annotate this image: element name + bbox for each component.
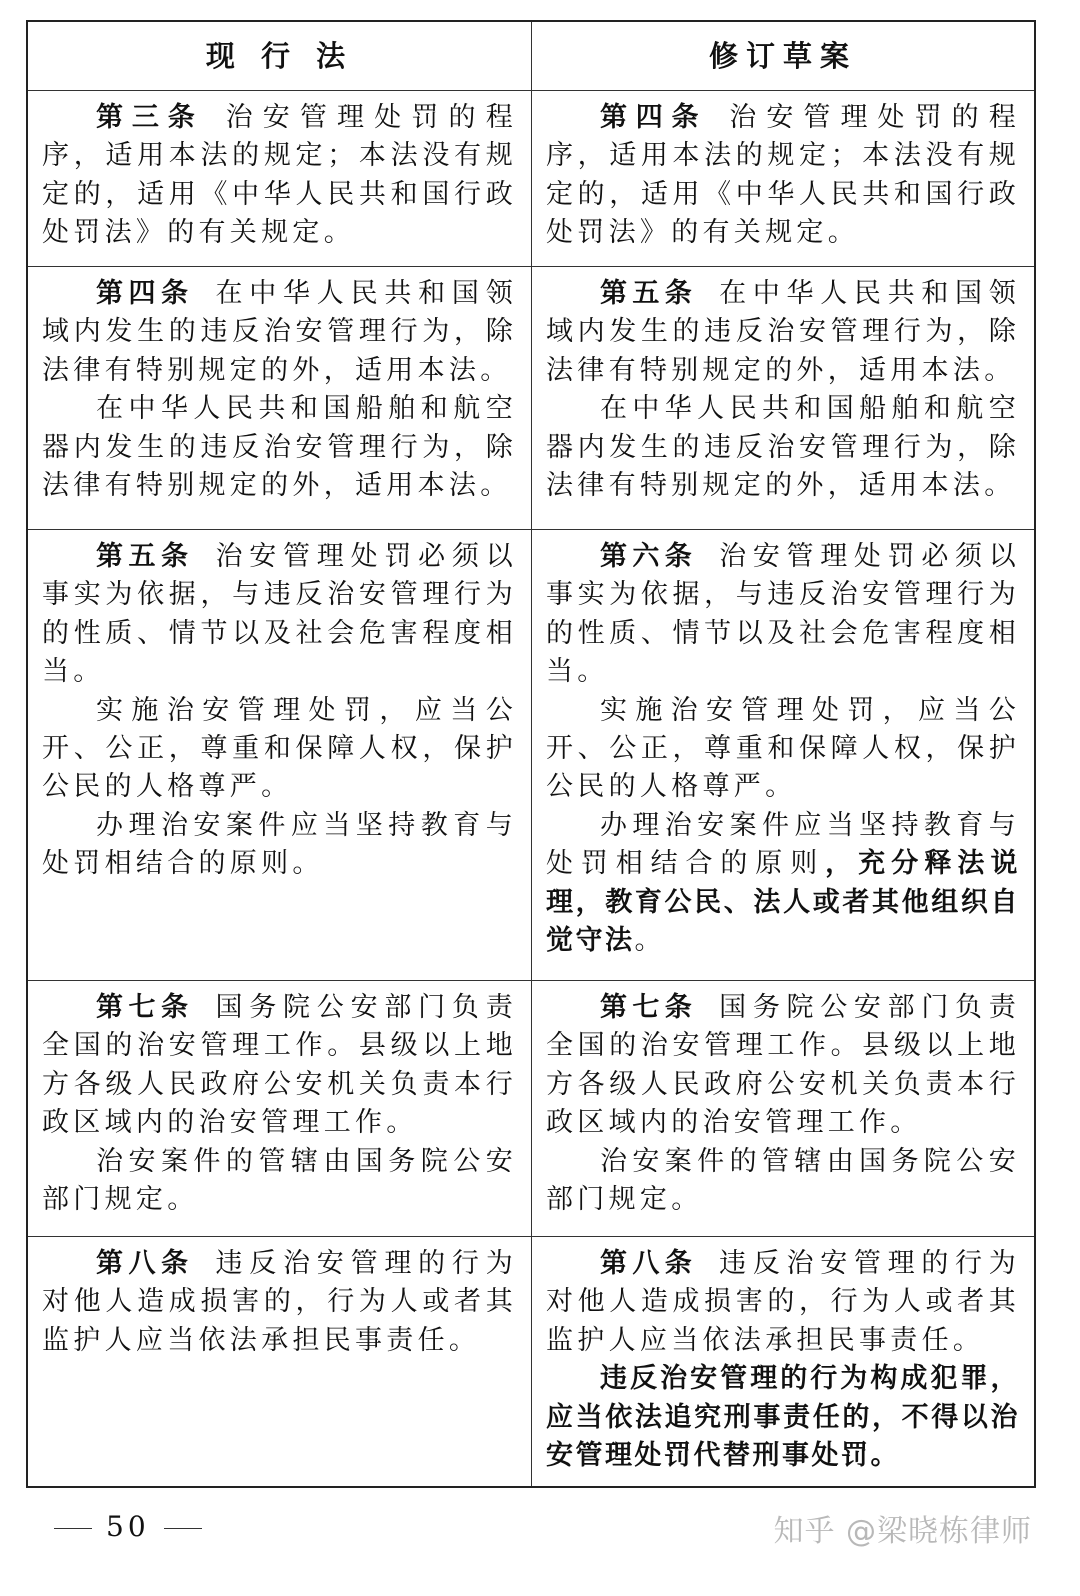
paragraph bbox=[546, 807, 1020, 961]
article-number: 第四条 bbox=[600, 102, 708, 133]
table-header bbox=[28, 22, 1034, 90]
article-text: 违反治安管理的行为对他人造成损害的，行为人或者其监护人应当依法承担民事责任。 bbox=[546, 1248, 1020, 1356]
table-row bbox=[28, 980, 1034, 1236]
page-number: 50 bbox=[106, 1510, 150, 1543]
article-text: 治安管理处罚必须以事实为依据，与违反治安管理行为的性质、情节以及社会危害程度相当。 bbox=[546, 541, 1020, 688]
current-law-cell bbox=[28, 1237, 531, 1486]
paragraph bbox=[546, 538, 1020, 692]
revised-draft-cell bbox=[531, 91, 1034, 266]
article-number: 第五条 bbox=[600, 278, 698, 309]
paragraph bbox=[42, 538, 517, 692]
header-revised-draft: 修订草案 bbox=[531, 22, 1034, 90]
table-row bbox=[28, 266, 1034, 529]
current-law-cell bbox=[28, 267, 531, 529]
footer-dash-right bbox=[164, 1528, 202, 1529]
article-text: 治安管理处罚必须以事实为依据，与违反治安管理行为的性质、情节以及社会危害程度相当。 bbox=[42, 541, 518, 688]
comparison-table bbox=[26, 20, 1036, 1488]
paragraph bbox=[42, 99, 517, 253]
article-number: 第八条 bbox=[96, 1248, 194, 1279]
article-text: 治安管理处罚的程序，适用本法的规定；本法没有规定的，适用《中华人民共和国行政处罚法》的有关规定。 bbox=[42, 102, 517, 249]
table-row bbox=[28, 529, 1034, 980]
article-text: 在中华人民共和国领域内发生的违反治安管理行为，除法律有特别规定的外，适用本法。 bbox=[546, 278, 1020, 386]
paragraph bbox=[546, 989, 1020, 1143]
footer-dash-left bbox=[54, 1528, 92, 1529]
article-text-end: 。 bbox=[634, 925, 666, 957]
paragraph: 在中华人民共和国船舶和航空器内发生的违反治安管理行为，除法律有特别规定的外，适用本法。 bbox=[42, 393, 517, 502]
paragraph: 办理治安案件应当坚持教育与处罚相结合的原则。 bbox=[42, 809, 517, 880]
paragraph: 治安案件的管辖由国务院公安部门规定。 bbox=[42, 1145, 517, 1216]
article-number: 第七条 bbox=[96, 992, 194, 1023]
revised-draft-cell bbox=[531, 1237, 1034, 1486]
revised-draft-cell bbox=[531, 981, 1034, 1236]
article-number: 第三条 bbox=[96, 102, 204, 133]
article-text: 违反治安管理的行为对他人造成损害的，行为人或者其监护人应当依法承担民事责任。 bbox=[42, 1248, 518, 1356]
article-text: 国务院公安部门负责全国的治安管理工作。县级以上地方各级人民政府公安机关负责本行政区域内的治安管理工作。 bbox=[546, 992, 1020, 1139]
current-law-cell bbox=[28, 91, 531, 266]
current-law-cell bbox=[28, 530, 531, 980]
article-number: 第五条 bbox=[96, 541, 194, 572]
added-text-bold: ，充分释法说理，教育公民、法人或者其他组织自觉守法 bbox=[546, 848, 1020, 957]
article-text: 国务院公安部门负责全国的治安管理工作。县级以上地方各级人民政府公安机关负责本行政区域内的治安管理工作。 bbox=[42, 992, 518, 1139]
revised-draft-cell bbox=[531, 530, 1034, 980]
table-row bbox=[28, 1236, 1034, 1486]
article-number: 第七条 bbox=[600, 992, 698, 1023]
table-row bbox=[28, 90, 1034, 266]
paragraph: 在中华人民共和国船舶和航空器内发生的违反治安管理行为，除法律有特别规定的外，适用本法。 bbox=[546, 393, 1020, 502]
paragraph bbox=[546, 99, 1020, 253]
article-number: 第八条 bbox=[600, 1248, 698, 1279]
revised-draft-cell bbox=[531, 267, 1034, 529]
article-text: 办理治安案件应当坚持教育与处罚相结合的原则 bbox=[546, 809, 1020, 880]
article-text: 治安管理处罚的程序，适用本法的规定；本法没有规定的，适用《中华人民共和国行政处罚法》的有关规定。 bbox=[546, 102, 1020, 249]
paragraph bbox=[42, 989, 517, 1143]
watermark: 知乎 @梁晓栋律师 bbox=[773, 1514, 1032, 1549]
paragraph: 实施治安管理处罚，应当公开、公正，尊重和保障人权，保护公民的人格尊严。 bbox=[42, 694, 517, 803]
paragraph: 治安案件的管辖由国务院公安部门规定。 bbox=[546, 1145, 1020, 1216]
paragraph bbox=[42, 275, 517, 390]
article-number: 第六条 bbox=[600, 541, 698, 572]
paragraph: 实施治安管理处罚，应当公开、公正，尊重和保障人权，保护公民的人格尊严。 bbox=[546, 694, 1020, 803]
page-number-footer bbox=[40, 1510, 216, 1543]
header-current-law: 现 行 法 bbox=[205, 39, 354, 73]
paragraph bbox=[546, 275, 1020, 390]
added-paragraph-bold: 违反治安管理的行为构成犯罪，应当依法追究刑事责任的，不得以治安管理处罚代替刑事处罚。 bbox=[546, 1363, 1020, 1472]
article-text: 在中华人民共和国领域内发生的违反治安管理行为，除法律有特别规定的外，适用本法。 bbox=[42, 278, 518, 386]
article-number: 第四条 bbox=[96, 278, 194, 309]
current-law-cell bbox=[28, 981, 531, 1236]
paragraph bbox=[42, 1245, 517, 1360]
paragraph bbox=[546, 1245, 1020, 1360]
